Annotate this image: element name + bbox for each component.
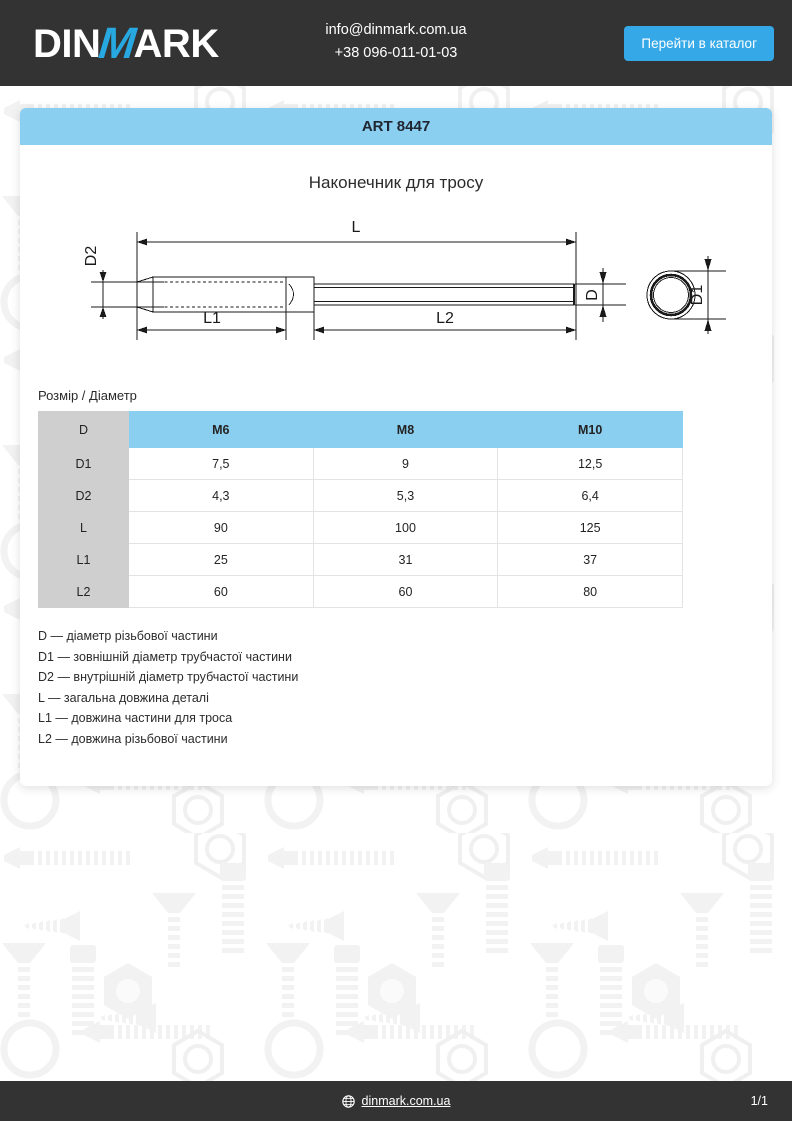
table-row — [39, 448, 683, 480]
cell-d2-m8: 5,3 — [313, 480, 498, 512]
contact-email: info@dinmark.com.ua — [325, 22, 467, 38]
legend-item-d: D — діаметр різьбової частини — [38, 629, 218, 643]
row-label-d1: D1 — [39, 448, 129, 480]
cell-d1-m6: 7,5 — [129, 448, 314, 480]
art-number-bar — [20, 108, 772, 145]
row-label-d2: D2 — [39, 480, 129, 512]
art-number-label: ART 8447 — [361, 118, 431, 135]
globe-icon — [342, 1095, 355, 1108]
cell-d2-m10: 6,4 — [498, 480, 683, 512]
footer-website-link[interactable] — [0, 1081, 792, 1121]
technical-drawing-container — [20, 207, 772, 372]
footer-website-text: dinmark.com.ua — [361, 1094, 451, 1108]
contact-phone: +38 096-011-01-03 — [334, 45, 458, 61]
row-label-l: L — [39, 512, 129, 544]
cell-l-m6: 90 — [129, 512, 314, 544]
legend-item-l2: L2 — довжина різьбової частини — [38, 731, 228, 746]
cell-l1-m8: 31 — [313, 544, 498, 576]
dimension-label-L2: L2 — [436, 309, 454, 327]
row-label-l1: L1 — [39, 544, 129, 576]
dinmark-logo — [33, 19, 219, 68]
cell-d1-m10: 12,5 — [498, 448, 683, 480]
table-row — [39, 544, 683, 576]
table-header-row — [39, 412, 683, 448]
table-column-header-2: M10 — [498, 412, 683, 448]
cell-d1-m8: 9 — [313, 448, 498, 480]
cell-l1-m10: 37 — [498, 544, 683, 576]
specification-table — [38, 411, 683, 608]
table-column-header-0: M6 — [129, 412, 314, 448]
legend-item-l1: L1 — довжина частини для троса — [38, 711, 233, 725]
cell-d2-m6: 4,3 — [129, 480, 314, 512]
table-row — [39, 512, 683, 544]
table-row — [39, 576, 683, 608]
row-label-l2: L2 — [39, 576, 129, 608]
technical-drawing — [46, 210, 746, 370]
logo-text-din: DIN — [33, 22, 101, 66]
cell-l2-m10: 80 — [498, 576, 683, 608]
table-row — [39, 480, 683, 512]
table-caption: Розмір / Діаметр — [38, 388, 137, 403]
table-column-header-1: M8 — [313, 412, 498, 448]
legend-item-l: L — загальна довжина деталі — [38, 690, 209, 705]
footer-bar — [0, 1081, 792, 1121]
table-header-rowlabel: D — [39, 412, 129, 448]
cell-l1-m6: 25 — [129, 544, 314, 576]
top-header-bar — [0, 0, 792, 86]
cell-l2-m8: 60 — [313, 576, 498, 608]
dimension-label-D1: D1 — [689, 284, 706, 305]
logo-text-ark: ARK — [133, 22, 219, 66]
dimension-label-L1: L1 — [203, 309, 221, 327]
product-card — [20, 108, 772, 786]
page-indicator: 1/1 — [750, 1094, 768, 1108]
go-to-catalog-button[interactable]: Перейти в каталог — [624, 26, 774, 61]
legend-item-d2: D2 — внутрішній діаметр трубчастої частини — [38, 670, 299, 684]
logo-text-m-accent: M — [96, 19, 139, 68]
cell-l2-m6: 60 — [129, 576, 314, 608]
legend-list — [38, 626, 772, 749]
cell-l-m8: 100 — [313, 512, 498, 544]
cell-l-m10: 125 — [498, 512, 683, 544]
product-title: Наконечник для тросу — [308, 173, 484, 192]
dimension-label-L: L — [351, 218, 361, 236]
legend-item-d1: D1 — зовнішній діаметр трубчастої частини — [38, 649, 292, 664]
dimension-label-D2: D2 — [83, 245, 100, 266]
dimension-label-D: D — [584, 288, 601, 301]
